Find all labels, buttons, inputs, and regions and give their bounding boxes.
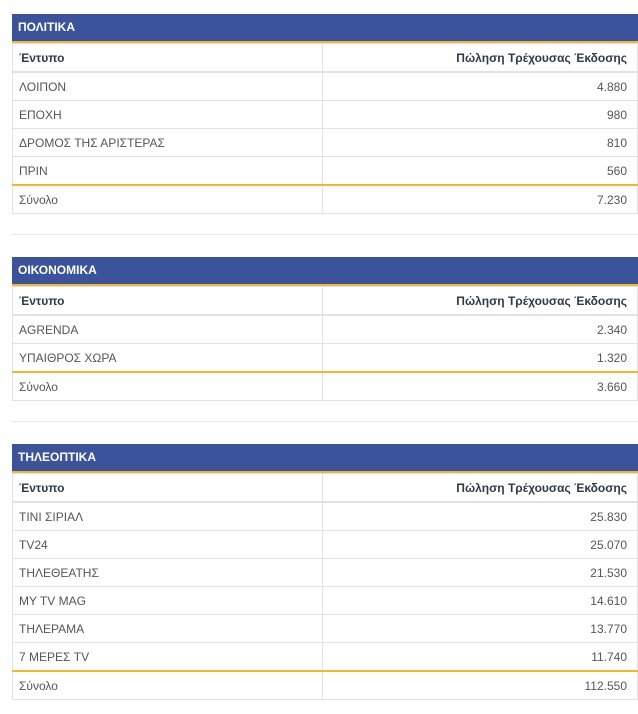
column-header-row: [13, 474, 638, 503]
publication-name: ΠΡΙΝ: [13, 157, 323, 186]
section-divider: [12, 421, 638, 422]
section-title: ΤΗΛΕΟΠΤΙΚΑ: [12, 444, 638, 473]
table-row: [13, 101, 638, 129]
publication-name: ΔΡΟΜΟΣ ΤΗΣ ΑΡΙΣΤΕΡΑΣ: [13, 129, 323, 157]
total-row: [13, 185, 638, 214]
table-row: [13, 615, 638, 643]
section-tileoptika: [12, 444, 638, 700]
column-header-row: [13, 44, 638, 73]
sales-value: 810: [323, 129, 638, 157]
publication-name: ΥΠΑΙΘΡΟΣ ΧΩΡΑ: [13, 344, 323, 373]
sales-table: [12, 43, 638, 214]
sales-value: 25.070: [323, 531, 638, 559]
sales-table: [12, 473, 638, 700]
sales-value: 1.320: [323, 344, 638, 373]
column-header-sales: Πώληση Τρέχουσας Έκδοσης: [323, 287, 638, 316]
total-row: [13, 671, 638, 700]
table-row: [13, 157, 638, 186]
table-row: [13, 531, 638, 559]
sales-value: 11.740: [323, 643, 638, 672]
publication-name: ΕΠΟΧΗ: [13, 101, 323, 129]
total-label: Σύνολο: [13, 185, 323, 214]
column-header-sales: Πώληση Τρέχουσας Έκδοσης: [323, 44, 638, 73]
total-value: 112.550: [323, 671, 638, 700]
publication-name: ΛΟΙΠΟΝ: [13, 72, 323, 101]
sales-value: 4.880: [323, 72, 638, 101]
table-row: [13, 502, 638, 531]
publication-name: TV24: [13, 531, 323, 559]
column-header-entypo: Έντυπο: [13, 474, 323, 503]
sales-table: [12, 286, 638, 401]
sales-value: 25.830: [323, 502, 638, 531]
column-header-entypo: Έντυπο: [13, 287, 323, 316]
table-row: [13, 129, 638, 157]
sales-value: 14.610: [323, 587, 638, 615]
column-header-sales: Πώληση Τρέχουσας Έκδοσης: [323, 474, 638, 503]
publication-name: MY TV MAG: [13, 587, 323, 615]
table-row: [13, 72, 638, 101]
publication-name: ΤΗΛΕΡΑΜΑ: [13, 615, 323, 643]
table-row: [13, 643, 638, 672]
sales-value: 2.340: [323, 315, 638, 344]
table-row: [13, 587, 638, 615]
total-label: Σύνολο: [13, 372, 323, 401]
sales-value: 560: [323, 157, 638, 186]
total-label: Σύνολο: [13, 671, 323, 700]
section-politika: [12, 14, 638, 214]
publication-name: 7 ΜΕΡΕΣ TV: [13, 643, 323, 672]
publication-name: ΤΙΝΙ ΣΙΡΙΑΛ: [13, 502, 323, 531]
column-header-row: [13, 287, 638, 316]
total-value: 3.660: [323, 372, 638, 401]
sales-value: 13.770: [323, 615, 638, 643]
table-row: [13, 559, 638, 587]
total-row: [13, 372, 638, 401]
column-header-entypo: Έντυπο: [13, 44, 323, 73]
section-divider: [12, 234, 638, 235]
sales-value: 980: [323, 101, 638, 129]
sales-value: 21.530: [323, 559, 638, 587]
section-title: ΟΙΚΟΝΟΜΙΚΑ: [12, 257, 638, 286]
publication-name: AGRENDA: [13, 315, 323, 344]
publication-name: ΤΗΛΕΘΕΑΤΗΣ: [13, 559, 323, 587]
table-row: [13, 344, 638, 373]
section-oikonomika: [12, 257, 638, 401]
table-row: [13, 315, 638, 344]
section-title: ΠΟΛΙΤΙΚΑ: [12, 14, 638, 43]
total-value: 7.230: [323, 185, 638, 214]
